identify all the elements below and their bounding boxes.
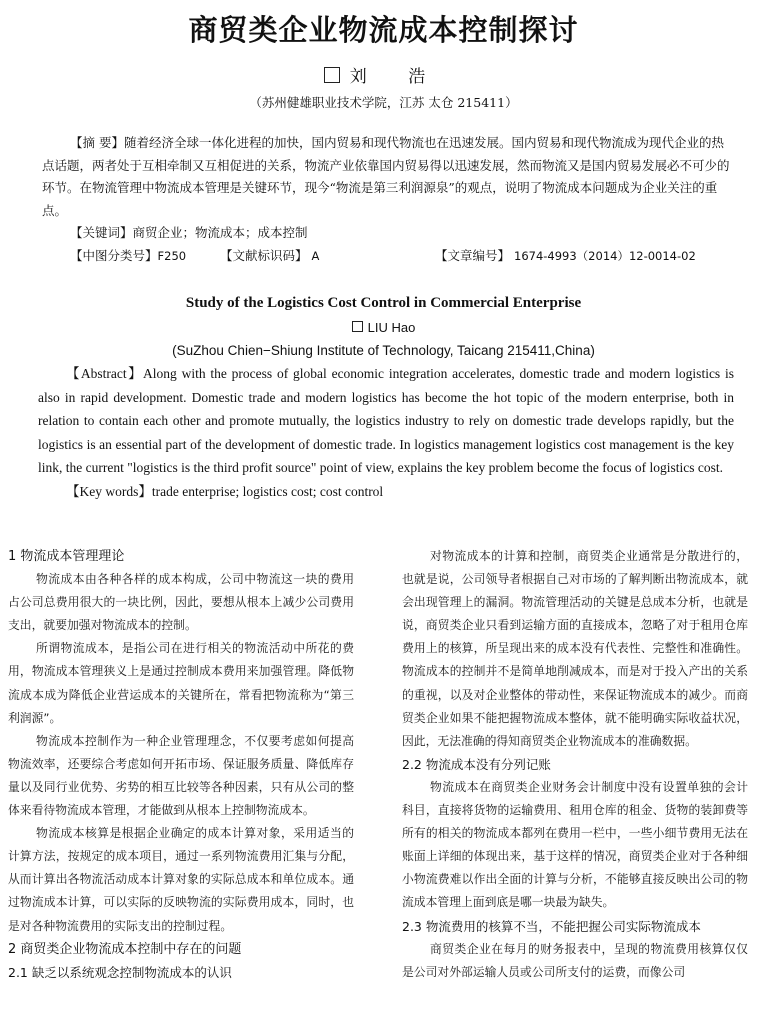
- paragraph: 所谓物流成本，是指公司在进行相关的物流活动中所花的费用，物流成本管理狭义上是通过控制成本费用来加强管理。降低物流成本成为降低企业营运成本的关键所在，常看把物流称为“第三利润源”。: [8, 641, 354, 725]
- english-abstract-block: [38, 362, 734, 503]
- keywords-cn-text: 商贸企业；物流成本；成本控制: [132, 225, 308, 240]
- abstract-en-label: 【Abstract】: [66, 366, 144, 381]
- right-column: [402, 545, 748, 984]
- abstract-en-text: Along with the process of global economic integration accelerates, domestic trade and modern logistics is also in rapid development. Domestic trade and modern logistics has become the hot topic of the modern enterprise, both in relation to contain each other and promote mutually, the logistics industry to rely on domestic trade develops rapidly, but the logistics is an essential part of the development of domestic trade. In logistics management logistics cost management is the key link, the current "logistics is the third profit source" point of view, explains the key problem become the focus of logistics cost.: [38, 366, 734, 475]
- left-column: [8, 545, 354, 984]
- doc-code-value: A: [311, 248, 320, 263]
- keywords-cn-label: 【关键词】: [70, 225, 133, 240]
- english-title: Study of the Logistics Cost Control in Commercial Enterprise: [185, 295, 582, 311]
- paragraph: 物流成本由各种各样的成本构成，公司中物流这一块的费用占公司总费用很大的一块比例，因此，要想从根本上减少公司费用支出，就要加强对物流成本的控制。: [8, 572, 354, 633]
- english-author-name: LIU Hao: [367, 320, 416, 335]
- author-line: [0, 62, 767, 87]
- section-heading-1: 1 物流成本管理理论: [8, 549, 125, 564]
- paragraph: 物流成本控制作为一种企业管理理念，不仅要考虑如何提高物流效率，还要综合考虑如何开拓市场、保证服务质量、降低库存量以及同行业优势、劣势的相互比较等各种因素，只有从公司的整体来看待物流成本管理，才能做到从根本上控制物流成本。: [8, 733, 354, 818]
- subsection-heading-2-2: 2.2 物流成本没有分列记账: [402, 756, 551, 772]
- square-box-icon: [352, 321, 363, 332]
- author-name: 刘 浩: [349, 67, 444, 87]
- keywords-cn: [42, 222, 732, 245]
- clc-group: [70, 245, 220, 268]
- keywords-en: [38, 480, 734, 504]
- classification-line: [42, 245, 732, 268]
- clc-label: 【中图分类号】: [70, 247, 158, 263]
- paragraph: 物流成本核算是根据企业确定的成本计算对象，采用适当的计算方法，按规定的成本项目，通过一系列物流费用汇集与分配，从而计算出各物流活动成本计算对象的实际总成本和单位成本。通过物流成本计算，可以实际的反映物流的实际费用成本，同时，也是对各种物流费用的实际支出的控制过程。: [8, 826, 354, 933]
- doc-code-label: 【文献标识码】: [220, 247, 308, 263]
- abstract-cn: [42, 132, 732, 222]
- article-number-value: 1674-4993（2014）12-0014-02: [514, 248, 696, 263]
- clc-value: F250: [157, 248, 187, 263]
- abstract-cn-label: 【摘 要】: [70, 135, 124, 150]
- subsection-heading-2-3: 2.3 物流费用的核算不当，不能把握公司实际物流成本: [402, 918, 701, 934]
- paragraph: 商贸类企业在每月的财务报表中，呈现的物流费用核算仅仅是公司对外部运输人员或公司所支付的运费，而像公司: [402, 941, 748, 979]
- section-heading-2: 2 商贸类企业物流成本控制中存在的问题: [8, 941, 242, 957]
- abstract-cn-text: 随着经济全球一体化进程的加快，国内贸易和现代物流也在迅速发展。国内贸易和现代物流成为现代企业的热点话题，两者处于互相牵制又互相促进的关系，物流产业依靠国内贸易得以迅速发展，然而物流又是国内贸易发展必不可少的环节。在物流管理中物流成本管理是关键环节，现今“物流是第三利润源泉”的观点，说明了物流成本问题成为企业关注的重点。: [42, 135, 730, 218]
- keywords-en-label: 【Key words】: [66, 483, 152, 499]
- english-affiliation: (SuZhou Chien−Shiung Institute of Technology, Taicang 215411,China): [172, 343, 595, 358]
- square-box-icon: [324, 67, 340, 83]
- paragraph: 物流成本在商贸类企业财务会计制度中没有设置单独的会计科目，直接将货物的运输费用、租用仓库的租金、货物的装卸费等所有的相关的物流成本都列在费用一栏中，一些小细节费用无法在账面上详细的体现出来，基于这样的情况，商贸类企业对于各种细小物流费难以作出全面的计算与分析，不能够直接反映出公司的物流成本管理上面到底是哪一块最为缺失。: [402, 779, 748, 910]
- subsection-heading-2-1: 2.1 缺乏以系统观念控制物流成本的认识: [8, 964, 232, 980]
- affiliation: （苏州健雄职业技术学院，江苏 太仓 215411）: [249, 95, 518, 110]
- paper-title: 商贸类企业物流成本控制探讨: [188, 13, 579, 47]
- abstract-en: [38, 362, 734, 480]
- paragraph: 对物流成本的计算和控制，商贸类企业通常是分散进行的，也就是说，公司领导者根据自己对市场的了解判断出物流成本，就会出现管理上的漏洞。物流管理活动的关键是总成本分析，也就是说，商贸类企业只看到运输方面的直接成本，忽略了对于租用仓库费用上的核算，所呈现出来的成本没有代表性、完整性和准确性。物流成本的控制并不是简单地削减成本，而是对于投入产出的关系的重视，以及对企业整体的带动性，来保证物流成本的减少。而商贸类企业如果不能把握物流成本整体，就不能明确实际收益状况，因此，无法准确的得知商贸类企业物流成本的准确数据。: [402, 549, 748, 748]
- english-author-line: [0, 320, 767, 335]
- keywords-en-text: trade enterprise; logistics cost; cost control: [151, 483, 384, 499]
- chinese-abstract-block: [42, 132, 732, 267]
- article-number-label: 【文章编号】: [435, 247, 511, 263]
- article-number-group: [435, 245, 696, 268]
- doc-code-group: [220, 245, 435, 268]
